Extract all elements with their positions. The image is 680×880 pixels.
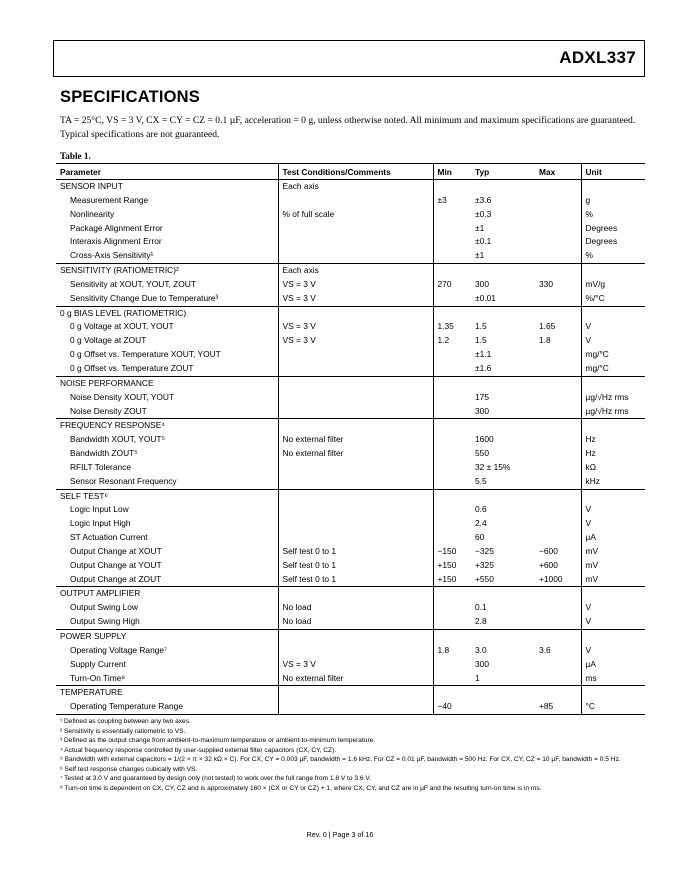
table-row [56,419,645,433]
param-cell: RFILT Tolerance [70,461,131,472]
min-cell: +150 [433,559,471,573]
param-cell: Interaxis Alignment Error [70,236,162,247]
conditions-cell [278,503,433,517]
max-cell: 1.65 [539,321,556,332]
param-cell: Turn-On Time⁸ [70,672,125,683]
conditions-cell [278,405,433,419]
param-cell: Sensitivity Change Due to Temperature³ [70,292,219,303]
table-row [56,320,645,334]
footnote: ³ Defined as the output change from ambient-to-maximum temperature or ambient-to-minimum temperature. [60,737,376,744]
max-cell: −600 [539,545,558,556]
param-cell: Supply Current [70,658,126,669]
unit-cell: mg/°C [581,348,645,362]
table-row [56,433,645,447]
min-cell: ±3 [433,194,471,208]
footnote: ² Sensitivity is essentially ratiometric to VS. [60,727,186,735]
param-cell: Cross-Axis Sensitivity¹ [70,250,154,261]
table-row [56,531,645,545]
conditions-cell [278,461,433,475]
table-row [56,686,645,700]
param-cell: Bandwidth ZOUT⁵ [70,448,138,459]
min-cell [433,658,471,672]
min-cell [433,447,471,461]
conditions-cell: VS = 3 V [278,292,433,306]
unit-cell: mg/°C [581,362,645,376]
unit-cell [581,630,645,644]
conditions-cell [278,306,433,320]
table-row [56,489,645,503]
footnote: ¹ Defined as coupling between any two axes. [60,718,191,725]
unit-cell: µg/√Hz rms [581,405,645,419]
part-number: ADXL337 [559,48,636,67]
unit-cell: V [581,503,645,517]
column-header: Min [433,164,471,180]
max-cell [535,235,581,249]
max-cell [535,376,581,390]
table-row [56,249,645,263]
max-cell [535,222,581,236]
max-cell [535,419,581,433]
table-row [56,658,645,672]
min-cell [433,180,471,194]
max-cell [535,587,581,601]
min-cell [433,249,471,263]
unit-cell: kΩ [581,461,645,475]
min-cell [433,362,471,376]
max-cell [535,362,581,376]
max-cell [535,391,581,405]
section-title: SPECIFICATIONS [60,88,201,106]
conditions-cell [278,235,433,249]
table-row [56,475,645,489]
typ-cell: ±0.1 [475,236,492,247]
typ-cell [471,264,535,278]
unit-cell: % [581,208,645,222]
typ-cell: 1.5 [475,321,487,332]
typ-cell: 175 [475,391,489,402]
unit-cell: Hz [581,433,645,447]
table-caption: Table 1. [60,151,91,161]
min-cell [433,601,471,615]
typ-cell [471,489,535,503]
page-footer: Rev. 0 | Page 3 of 16 [306,830,374,839]
table-row [56,573,645,587]
param-cell: TEMPERATURE [56,686,278,700]
param-cell: Logic Input High [70,518,131,529]
conditions-cell [278,686,433,700]
param-cell: Measurement Range [70,194,149,205]
table-row [56,700,645,714]
max-cell [535,249,581,263]
table-row [56,447,645,461]
max-cell [535,264,581,278]
min-cell [433,672,471,686]
min-cell [433,630,471,644]
param-cell: Nonlinearity [70,208,115,219]
column-header: Parameter [56,164,278,180]
typ-cell: +550 [475,573,494,584]
unit-cell: µA [581,531,645,545]
typ-cell: ±1.6 [475,362,492,373]
param-cell: SELF TEST⁶ [56,489,278,503]
table-row [56,545,645,559]
unit-cell [581,419,645,433]
typ-cell: 0.6 [475,504,487,515]
footnote: ⁷ Tested at 3.0 V and guaranteed by design only (not tested) to work over the full range from 1.8 V to 3.6 V. [60,775,372,782]
footnote: ⁶ Self test response changes cubically with VS. [60,765,198,773]
max-cell [535,615,581,629]
param-cell: 0 g BIAS LEVEL (RATIOMETRIC) [56,306,278,320]
typ-cell: 2.8 [475,616,487,627]
specifications-table [56,163,645,715]
footnote: ⁴ Actual frequency response controlled by user-supplied external filter capacitors (CX, CY, CZ). [60,746,337,754]
max-cell [535,672,581,686]
table-row [56,405,645,419]
typ-cell: 1 [475,672,480,683]
conditions-cell [278,362,433,376]
typ-cell: ±1.1 [475,349,492,360]
min-cell: 1.8 [433,644,471,658]
max-cell [535,194,581,208]
max-cell [535,531,581,545]
min-cell [433,306,471,320]
typ-cell: 1.5 [475,335,487,346]
conditions-cell [278,194,433,208]
unit-cell [581,264,645,278]
unit-cell: % [581,249,645,263]
typ-cell: ±3.6 [475,194,492,205]
column-header: Max [535,164,581,180]
unit-cell: kHz [581,475,645,489]
typ-cell: 2.4 [475,518,487,529]
conditions-cell [278,531,433,545]
param-cell: 0 g Voltage at XOUT, YOUT [70,321,174,332]
conditions-cell [278,700,433,714]
footnote: ⁵ Bandwidth with external capacitors = 1/(2 × π × 32 kΩ × C). For CX, CY = 0.003 µF, bandwidth = 1.6 kHz. For CZ = 0.01 µF, bandwidth = 500 Hz. For CX, CY, CZ = 10 µF, bandwidth = 0.5 Hz. [60,756,621,763]
column-header: Typ [471,164,535,180]
param-cell: Operating Voltage Range⁷ [70,644,168,655]
table-row [56,461,645,475]
min-cell [433,419,471,433]
unit-cell: µg/√Hz rms [581,391,645,405]
table-row [56,292,645,306]
max-cell: +600 [539,559,558,570]
max-cell [535,517,581,531]
min-cell [433,587,471,601]
page-header [53,40,645,77]
table-row [56,503,645,517]
max-cell [535,503,581,517]
param-cell: Package Alignment Error [70,222,163,233]
table-row [56,264,645,278]
typ-cell [471,700,535,714]
typ-cell [471,419,535,433]
max-cell [535,348,581,362]
conditions-cell: VS = 3 V [278,334,433,348]
table-row [56,180,645,194]
typ-cell: ±0.01 [475,292,496,303]
typ-cell [471,587,535,601]
table-row [56,587,645,601]
min-cell [433,376,471,390]
unit-cell [581,489,645,503]
min-cell [433,475,471,489]
conditions-cell [278,489,433,503]
table-header-row [56,164,645,180]
typ-cell: 550 [475,448,489,459]
min-cell: +150 [433,573,471,587]
unit-cell: Degrees [581,235,645,249]
column-header: Test Conditions/Comments [278,164,433,180]
min-cell: 1.35 [433,320,471,334]
unit-cell: mV [581,573,645,587]
min-cell [433,461,471,475]
min-cell [433,235,471,249]
typ-cell [471,180,535,194]
max-cell [535,489,581,503]
conditions-cell: % of full scale [278,208,433,222]
unit-cell: V [581,644,645,658]
table-row [56,376,645,390]
unit-cell: mV [581,545,645,559]
table-row [56,644,645,658]
max-cell [535,601,581,615]
conditions-cell: Self test 0 to 1 [278,573,433,587]
footnotes [60,717,635,793]
unit-cell [581,376,645,390]
conditions-cell [278,348,433,362]
conditions-cell: Each axis [278,180,433,194]
unit-cell: µA [581,658,645,672]
max-cell [535,630,581,644]
min-cell: −40 [433,700,471,714]
table-row [56,235,645,249]
typ-cell: 60 [475,532,485,543]
min-cell [433,405,471,419]
unit-cell: V [581,320,645,334]
table-row [56,348,645,362]
conditions-cell: No load [278,601,433,615]
table-row [56,601,645,615]
conditions-cell [278,475,433,489]
table-row [56,208,645,222]
unit-cell: Degrees [581,222,645,236]
conditions-cell [278,249,433,263]
param-cell: 0 g Offset vs. Temperature ZOUT [70,362,194,373]
min-cell [433,292,471,306]
conditions-cell: Self test 0 to 1 [278,559,433,573]
conditions-cell [278,587,433,601]
min-cell [433,489,471,503]
max-cell [535,461,581,475]
table-row [56,194,645,208]
min-cell [433,433,471,447]
min-cell: 270 [433,278,471,292]
min-cell [433,348,471,362]
table-body [56,180,645,715]
param-cell: Output Change at XOUT [70,545,162,556]
param-cell: Output Swing Low [70,602,138,613]
conditions-cell [278,517,433,531]
min-cell: −150 [433,545,471,559]
table-row [56,278,645,292]
conditions-cell [278,644,433,658]
max-cell [535,686,581,700]
conditions-cell [278,391,433,405]
min-cell [433,391,471,405]
unit-cell: V [581,334,645,348]
param-cell: Output Change at ZOUT [70,573,162,584]
param-cell: Noise Density XOUT, YOUT [70,391,175,402]
conditions-cell [278,630,433,644]
min-cell: 1.2 [433,334,471,348]
max-cell: 3.6 [539,644,551,655]
typ-cell: 300 [475,278,489,289]
conditions-cell: VS = 3 V [278,278,433,292]
param-cell: OUTPUT AMPLIFIER [56,587,278,601]
unit-cell: V [581,601,645,615]
param-cell: Noise Density ZOUT [70,405,147,416]
typ-cell: 32 ± 15% [475,461,511,472]
unit-cell [581,686,645,700]
min-cell [433,686,471,700]
conditions-cell: VS = 3 V [278,658,433,672]
min-cell [433,208,471,222]
conditions-cell: No load [278,615,433,629]
param-cell: Bandwidth XOUT, YOUT⁵ [70,434,166,445]
param-cell: 0 g Voltage at ZOUT [70,335,147,346]
max-cell [535,208,581,222]
typ-cell [471,686,535,700]
min-cell [433,503,471,517]
intro-paragraph: TA = 25°C, VS = 3 V, CX = CY = CZ = 0.1 µF, acceleration = 0 g, unless otherwise noted. All minimum and maximum specifications are guaranteed. Typical specifications are not guaranteed. [60,115,636,140]
max-cell [535,306,581,320]
conditions-cell [278,376,433,390]
max-cell [535,447,581,461]
unit-cell: V [581,517,645,531]
unit-cell: V [581,615,645,629]
param-cell: Logic Input Low [70,504,129,515]
param-cell: Output Change at YOUT [70,559,162,570]
max-cell [535,292,581,306]
conditions-cell [278,222,433,236]
conditions-cell: No external filter [278,447,433,461]
unit-cell [581,306,645,320]
unit-cell: Hz [581,447,645,461]
max-cell [535,433,581,447]
max-cell [535,658,581,672]
max-cell [535,405,581,419]
param-cell: POWER SUPPLY [56,630,278,644]
table-row [56,559,645,573]
conditions-cell: Self test 0 to 1 [278,545,433,559]
table-row [56,615,645,629]
typ-cell: 300 [475,658,489,669]
table-row [56,334,645,348]
param-cell: SENSITIVITY (RATIOMETRIC)² [56,264,278,278]
table-row [56,630,645,644]
max-cell: +85 [535,700,581,714]
param-cell: Operating Temperature Range [56,700,278,714]
unit-cell: mV [581,559,645,573]
min-cell [433,222,471,236]
typ-cell: 5.5 [475,475,487,486]
max-cell [535,180,581,194]
max-cell [535,475,581,489]
min-cell [433,531,471,545]
typ-cell: ±1 [475,250,485,261]
table-row [56,517,645,531]
conditions-cell: No external filter [278,433,433,447]
typ-cell: 1600 [475,434,494,445]
table-row [56,306,645,320]
typ-cell [471,630,535,644]
typ-cell [471,376,535,390]
param-cell: FREQUENCY RESPONSE⁴ [56,419,278,433]
table-row [56,391,645,405]
unit-cell [581,180,645,194]
typ-cell: −325 [475,545,494,556]
min-cell [433,264,471,278]
min-cell [433,517,471,531]
unit-cell: °C [581,700,645,714]
max-cell: 330 [539,278,553,289]
unit-cell [581,587,645,601]
max-cell: 1.8 [539,335,551,346]
typ-cell: 3.0 [475,644,487,655]
footnote: ⁸ Turn-on time is dependent on CX, CY, CZ and is approximately 160 × (CX or CY or CZ) + 1, where CX, CY, and CZ are in µF and the resulting turn-on time is in ms. [60,784,542,792]
unit-cell: %/°C [581,292,645,306]
table-row [56,362,645,376]
max-cell: +1000 [539,573,563,584]
param-cell: SENSOR INPUT [56,180,278,194]
param-cell: NOISE PERFORMANCE [56,376,278,390]
param-cell: Sensor Resonant Frequency [70,475,177,486]
param-cell: Output Swing High [70,616,140,627]
conditions-cell: No external filter [278,672,433,686]
typ-cell: ±0.3 [475,208,492,219]
typ-cell: 300 [475,405,489,416]
table-row [56,672,645,686]
typ-cell: ±1 [475,222,485,233]
typ-cell [471,306,535,320]
param-cell: Sensitivity at XOUT, YOUT, ZOUT [70,278,196,289]
unit-cell: mV/g [581,278,645,292]
column-header: Unit [581,164,645,180]
conditions-cell: VS = 3 V [278,320,433,334]
unit-cell: ms [581,672,645,686]
min-cell [433,615,471,629]
conditions-cell [278,419,433,433]
typ-cell: +325 [475,559,494,570]
unit-cell: g [581,194,645,208]
param-cell: 0 g Offset vs. Temperature XOUT, YOUT [70,349,221,360]
conditions-cell: Each axis [278,264,433,278]
param-cell: ST Actuation Current [70,532,148,543]
table-row [56,222,645,236]
typ-cell: 0.1 [475,602,487,613]
